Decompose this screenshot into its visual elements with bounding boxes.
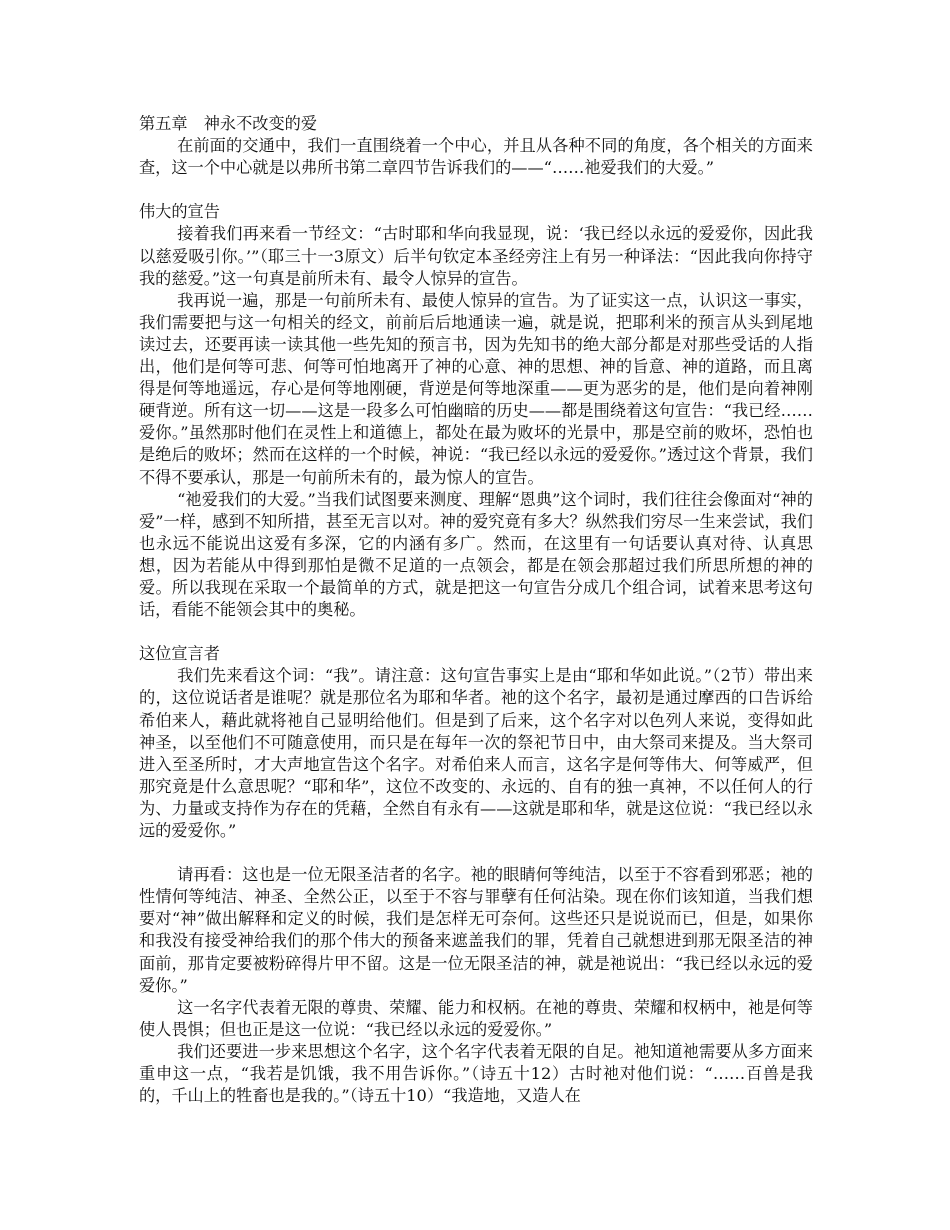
body-paragraph: 这一名字代表着无限的尊贵、荣耀、能力和权柄。在祂的尊贵、荣耀和权柄中，祂是何等使人畏惧；但也正是这一位说：“我已经以永远的爱爱你。”	[139, 997, 813, 1039]
body-paragraph: 接着我们再来看一节经文：“古时耶和华向我显现，说：‘我已经以永远的爱爱你，因此我以慈爱吸引你。’”（耶三十一3原文）后半句钦定本圣经旁注上有另一种译法：“因此我向你持守我的慈爱。”这一句真是前所未有、最令人惊异的宣告。	[139, 224, 813, 288]
section-spacer	[139, 179, 813, 201]
body-paragraph: 我再说一遍，那是一句前所未有、最使人惊异的宣告。为了证实这一点，认识这一事实，我们需要把与这一句相关的经文，前前后后地通读一遍，就是说，把耶利米的预言从头到尾地读过去，还要再读一读其他一些先知的预言书，因为先知书的绝大部分都是对那些受话的人指出，他们是何等可悲、何等可怕地离开了神的心意、神的思想、神的旨意、神的道路，而且离得是何等地遥远，存心是何等地刚硬，背逆是何等地深重——更为恶劣的是，他们是向着神刚硬背逆。所有这一切——这是一段多么可怕幽暗的历史——都是围绕着这句宣告：“我已经……爱你。”虽然那时他们在灵性上和道德上，都处在最为败坏的光景中，那是空前的败坏，恐怕也是绝后的败坏；然而在这样的一个时候，神说：“我已经以永远的爱爱你。”透过这个背景，我们不得不要承认，那是一句前所未有的，最为惊人的宣告。	[139, 290, 813, 487]
body-paragraph: 请再看：这也是一位无限圣洁者的名字。祂的眼睛何等纯洁，以至于不容看到邪恶；祂的性情何等纯洁、神圣、全然公正，以至于不容与罪孽有任何沾染。现在你们该知道，当我们想要对“神”做出解释和定义的时候，我们是怎样无可奈何。这些还只是说说而已，但是，如果你和我没有接受神给我们的那个伟大的预备来遮盖我们的罪，凭着自己就想进到那无限圣洁的神面前，那肯定要被粉碎得片甲不留。这是一位无限圣洁的神，就是祂说出：“我已经以永远的爱爱你。”	[139, 865, 813, 995]
body-paragraph: 我们先来看这个词：“我”。请注意：这句宣告事实上是由“耶和华如此说。”（2节）带出来的，这位说话者是谁呢？就是那位名为耶和华者。祂的这个名字，最初是通过摩西的口告诉给希伯来人，藉此就将祂自己显明给他们。但是到了后来，这个名字对以色列人来说，变得如此神圣，以至他们不可随意使用，而只是在每年一次的祭祀节日中，由大祭司来提及。当大祭司进入至圣所时，才大声地宣告这个名字。对希伯来人而言，这名字是何等伟大、何等威严，但那究竟是什么意思呢？“耶和华”，这位不改变的、永远的、自有的独一真神，不以任何人的行为、力量或支持作为存在的凭藉，全然自有永有——这就是耶和华，就是这位说：“我已经以永远的爱爱你。”	[139, 666, 813, 840]
section-heading-the-declarer: 这位宣言者	[139, 644, 220, 664]
paragraph-spacer	[139, 842, 813, 864]
body-paragraph: “祂爱我们的大爱。”当我们试图要来测度、理解“恩典”这个词时，我们往往会像面对“神的爱”一样，感到不知所措，甚至无言以对。神的爱究竟有多大？纵然我们穷尽一生来尝试，我们也永远不能说出这爱有多深，它的内涵有多广。然而，在这里有一句话要认真对待、认真思想，因为若能从中得到那怕是微不足道的一点领会，都是在领会那超过我们所思所想的神的爱。所以我现在采取一个最简单的方式，就是把这一句宣告分成几个组合词，试着来思考这句话，看能不能领会其中的奥秘。	[139, 489, 813, 620]
intro-paragraph: 在前面的交通中，我们一直围绕着一个中心，并且从各种不同的角度，各个相关的方面来查，这一个中心就是以弗所书第二章四节告诉我们的——“……祂爱我们的大爱。”	[139, 136, 813, 178]
body-paragraph: 我们还要进一步来思想这个名字，这个名字代表着无限的自足。祂知道祂需要从多方面来重申这一点，“我若是饥饿，我不用告诉你。”（诗五十12）古时祂对他们说：“……百兽是我的，千山上的牲畜也是我的。”（诗五十10）“我造地，又造人在	[139, 1041, 813, 1106]
section-spacer	[139, 621, 813, 643]
document-page	[139, 113, 813, 1107]
section-heading-great-declaration: 伟大的宣告	[139, 202, 220, 222]
chapter-title: 第五章 神永不改变的爱	[139, 114, 318, 133]
